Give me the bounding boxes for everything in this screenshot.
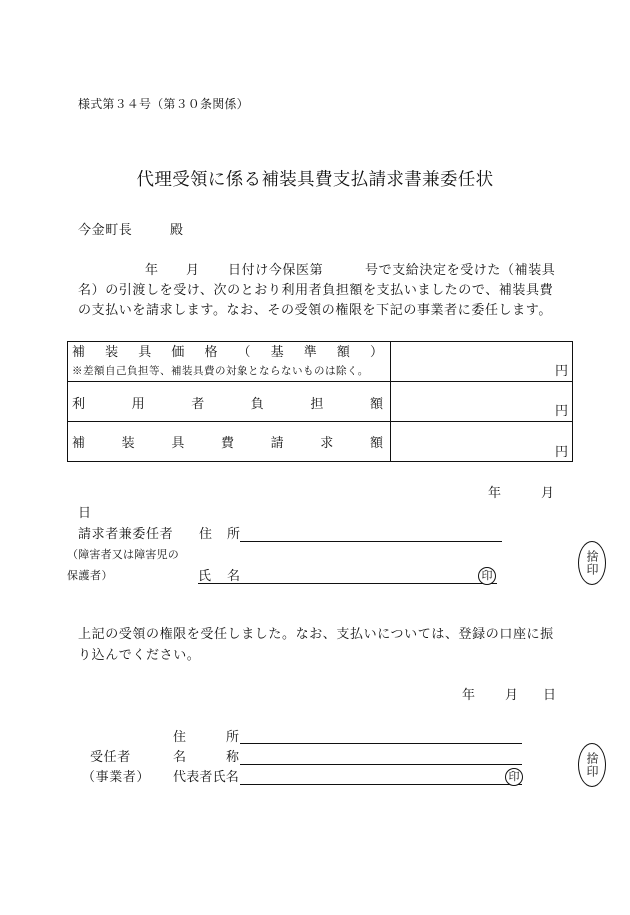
claimant-name-label: 氏 名	[198, 569, 240, 584]
form-title: 代理受領に係る補装具費支払請求書兼委任状	[136, 170, 494, 190]
request-text-line-3: の支払いを請求します。なお、その受領の権限を下記の事業者に委任します。	[78, 303, 552, 318]
user-burden-unit: 円	[555, 404, 569, 419]
form-number: 様式第３４号（第３０条関係）	[78, 97, 249, 111]
request-date-month: 月	[541, 486, 555, 501]
agent-seal-mark: 印	[505, 768, 523, 786]
claimant-address-line	[240, 541, 502, 542]
claimant-address-label: 住 所	[199, 527, 240, 542]
agent-role-note: （事業者）	[82, 770, 151, 785]
agent-spare-seal-text: 捨印	[585, 752, 599, 778]
request-date-year: 年	[488, 486, 502, 501]
claimant-seal-mark: 印	[478, 567, 496, 585]
request-date-day: 日	[78, 506, 92, 521]
user-burden-label: 利 用 者 負 担 額	[72, 397, 383, 412]
agent-role: 受任者	[90, 750, 131, 765]
acceptance-text-line-2: り込んでください。	[78, 648, 201, 663]
claimant-spare-seal	[578, 541, 606, 585]
agent-representative-line	[240, 784, 522, 785]
agent-representative-label: 代表者氏名	[173, 770, 240, 785]
table-row-divider	[67, 421, 573, 422]
table-column-divider	[390, 341, 391, 462]
agent-name-line	[240, 764, 522, 765]
acceptance-text-line-1: 上記の受領の権限を受任しました。なお、支払いについては、登録の口座に振	[78, 627, 554, 642]
device-price-unit: 円	[555, 364, 569, 379]
claimant-role-note-2: 保護者）	[67, 569, 113, 582]
request-text-line-2: 名）の引渡しを受け、次のとおり利用者負担額を支払いましたので、補装具費	[78, 283, 554, 298]
claim-amount-label: 補 装 具 費 請 求 額	[72, 436, 383, 451]
device-price-label: 補 装 具 価 格 （ 基 準 額 ）	[72, 345, 383, 360]
decision-year-label: 年	[145, 263, 159, 278]
decision-reference-suffix: 号で支給決定を受けた（補装具	[365, 263, 556, 278]
agent-address-label: 住 所	[173, 730, 239, 745]
claimant-role-note-1: （障害者又は障害児の	[67, 548, 179, 561]
decision-reference-prefix: 日付け今保医第	[228, 263, 324, 278]
device-price-note: ※差額自己負担等、補装具費の対象とならないものは除く。	[72, 365, 369, 377]
table-row-divider	[67, 381, 573, 382]
addressee-honorific: 殿	[170, 223, 184, 238]
addressee-name: 今金町長	[78, 223, 133, 238]
claimant-name-line	[198, 583, 497, 584]
decision-month-label: 月	[186, 263, 200, 278]
acceptance-date-month: 月	[505, 688, 519, 703]
acceptance-date-day: 日	[543, 688, 557, 703]
acceptance-date-year: 年	[462, 688, 476, 703]
agent-name-label: 名 称	[173, 750, 239, 765]
agent-spare-seal	[578, 743, 606, 787]
agent-address-line	[240, 743, 522, 744]
claimant-role: 請求者兼委任者	[78, 527, 174, 542]
claimant-spare-seal-text: 捨印	[585, 550, 599, 576]
claim-amount-unit: 円	[555, 445, 569, 460]
